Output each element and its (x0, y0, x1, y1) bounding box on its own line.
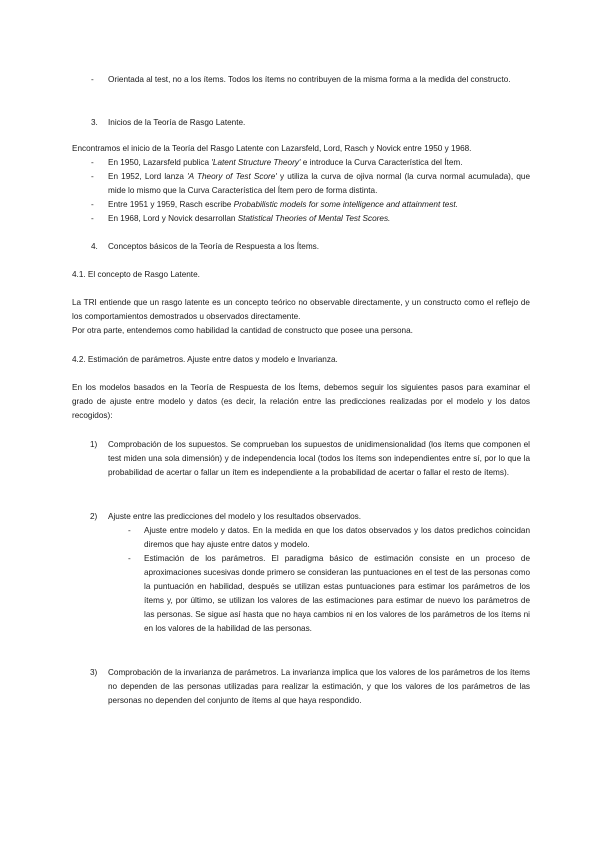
section-title: Inicios de la Teoría de Rasgo Latente. (108, 118, 246, 127)
book-title: 'Latent Structure Theory' (211, 158, 301, 167)
list-item-text: En 1950, Lazarsfeld publica (108, 158, 212, 167)
sub-list-marker: - (128, 526, 131, 535)
paragraph: Por otra parte, entendemos como habilidad la cantidad de constructo que posee una persona. (72, 326, 413, 335)
list-item (108, 212, 530, 226)
book-title: Statistical Theories of Mental Test Scores. (237, 214, 391, 223)
book-title: 'A Theory of Test Score' (187, 172, 277, 181)
list-marker: - (91, 172, 94, 181)
list-item-text: e introduce la Curva Característica del Ítem. (300, 158, 463, 167)
section-number: 4. (91, 242, 98, 251)
section-number: 3. (91, 118, 98, 127)
bullet-text: Orientada al test, no a los ítems. Todos los ítems no contribuyen de la misma forma a la medida del constructo. (108, 75, 511, 84)
sub-list-marker: - (128, 554, 131, 563)
step-text: Comprobación de los supuestos. Se comprueban los supuestos de unidimensionalidad (los ítems que componen el test miden una sola dimensión) y de independencia local (todos los ítems son independientes entre sí, por lo que la probabilidad de acertar o fallar un ítem es independiente a la probabilidad de acertar o fallar el resto de ítems). (108, 440, 530, 477)
section-title: Conceptos básicos de la Teoría de Respuesta a los Ítems. (108, 242, 320, 251)
list-item (108, 198, 530, 212)
list-item-text: y utiliza la curva de ojiva normal (la curva normal acumulada), que mide lo mismo que la Curva Característica del Ítem pero de forma distinta. (108, 172, 530, 195)
list-marker: - (91, 200, 94, 209)
subsection-title: 4.1. El concepto de Rasgo Latente. (72, 270, 200, 279)
step-number: 2) (90, 512, 98, 521)
list-item-text: En 1952, Lord lanza (108, 172, 188, 181)
step-number: 3) (90, 668, 98, 677)
list-marker: - (91, 158, 94, 167)
paragraph: En los modelos basados en la Teoría de Respuesta de los Ítems, debemos seguir los siguientes pasos para examinar el grado de ajuste entre modelo y datos (es decir, la relación entre las predicciones realizadas por el modelo y los datos recogidos): (72, 383, 530, 420)
list-item-text: Entre 1951 y 1959, Rasch escribe (108, 200, 234, 209)
sub-list-item: Ajuste entre modelo y datos. En la medida en que los datos observados y los datos predichos coincidan diremos que hay ajuste entre datos y modelo. (144, 526, 530, 549)
step-text: Comprobación de la invarianza de parámetros. La invarianza implica que los valores de los parámetros de los ítems no dependen de las personas utilizadas para realizar la estimación, y que los valores de los parámetros de las personas no dependen del conjunto de ítems al que haya respondido. (108, 668, 530, 705)
list-marker: - (91, 214, 94, 223)
list-item (108, 170, 530, 198)
book-title: Probabilistic models for some intelligence and attainment test. (233, 200, 458, 209)
step-text: Ajuste entre las predicciones del modelo y los resultados observados. (108, 512, 362, 521)
sub-list-item: Estimación de los parámetros. El paradigma básico de estimación consiste en un proceso de aproximaciones sucesivas donde primero se consideran las puntuaciones en el test de las personas como la puntuación en habilidad, después se utilizan estas puntuaciones para estimar los parámetros de los ítems y, por último, se utilizan los valores de las estimaciones para estimar de nuevo los parámetros de las personas. Se sigue así hasta que no haya cambios ni en los valores de los parámetros de los ítems ni en los valores de la habilidad de las personas. (144, 554, 530, 633)
bullet-marker: - (91, 75, 94, 84)
intro-paragraph: Encontramos el inicio de la Teoría del Rasgo Latente con Lazarsfeld, Lord, Rasch y Novick entre 1950 y 1968. (72, 144, 472, 153)
step-number: 1) (90, 440, 98, 449)
list-item-text: En 1968, Lord y Novick desarrollan (108, 214, 238, 223)
subsection-title: 4.2. Estimación de parámetros. Ajuste entre datos y modelo e Invarianza. (72, 355, 338, 364)
list-item (108, 156, 530, 170)
paragraph: La TRI entiende que un rasgo latente es un concepto teórico no observable directamente, y un constructo como el reflejo de los comportamientos demostrados u observados directamente. (72, 298, 530, 321)
